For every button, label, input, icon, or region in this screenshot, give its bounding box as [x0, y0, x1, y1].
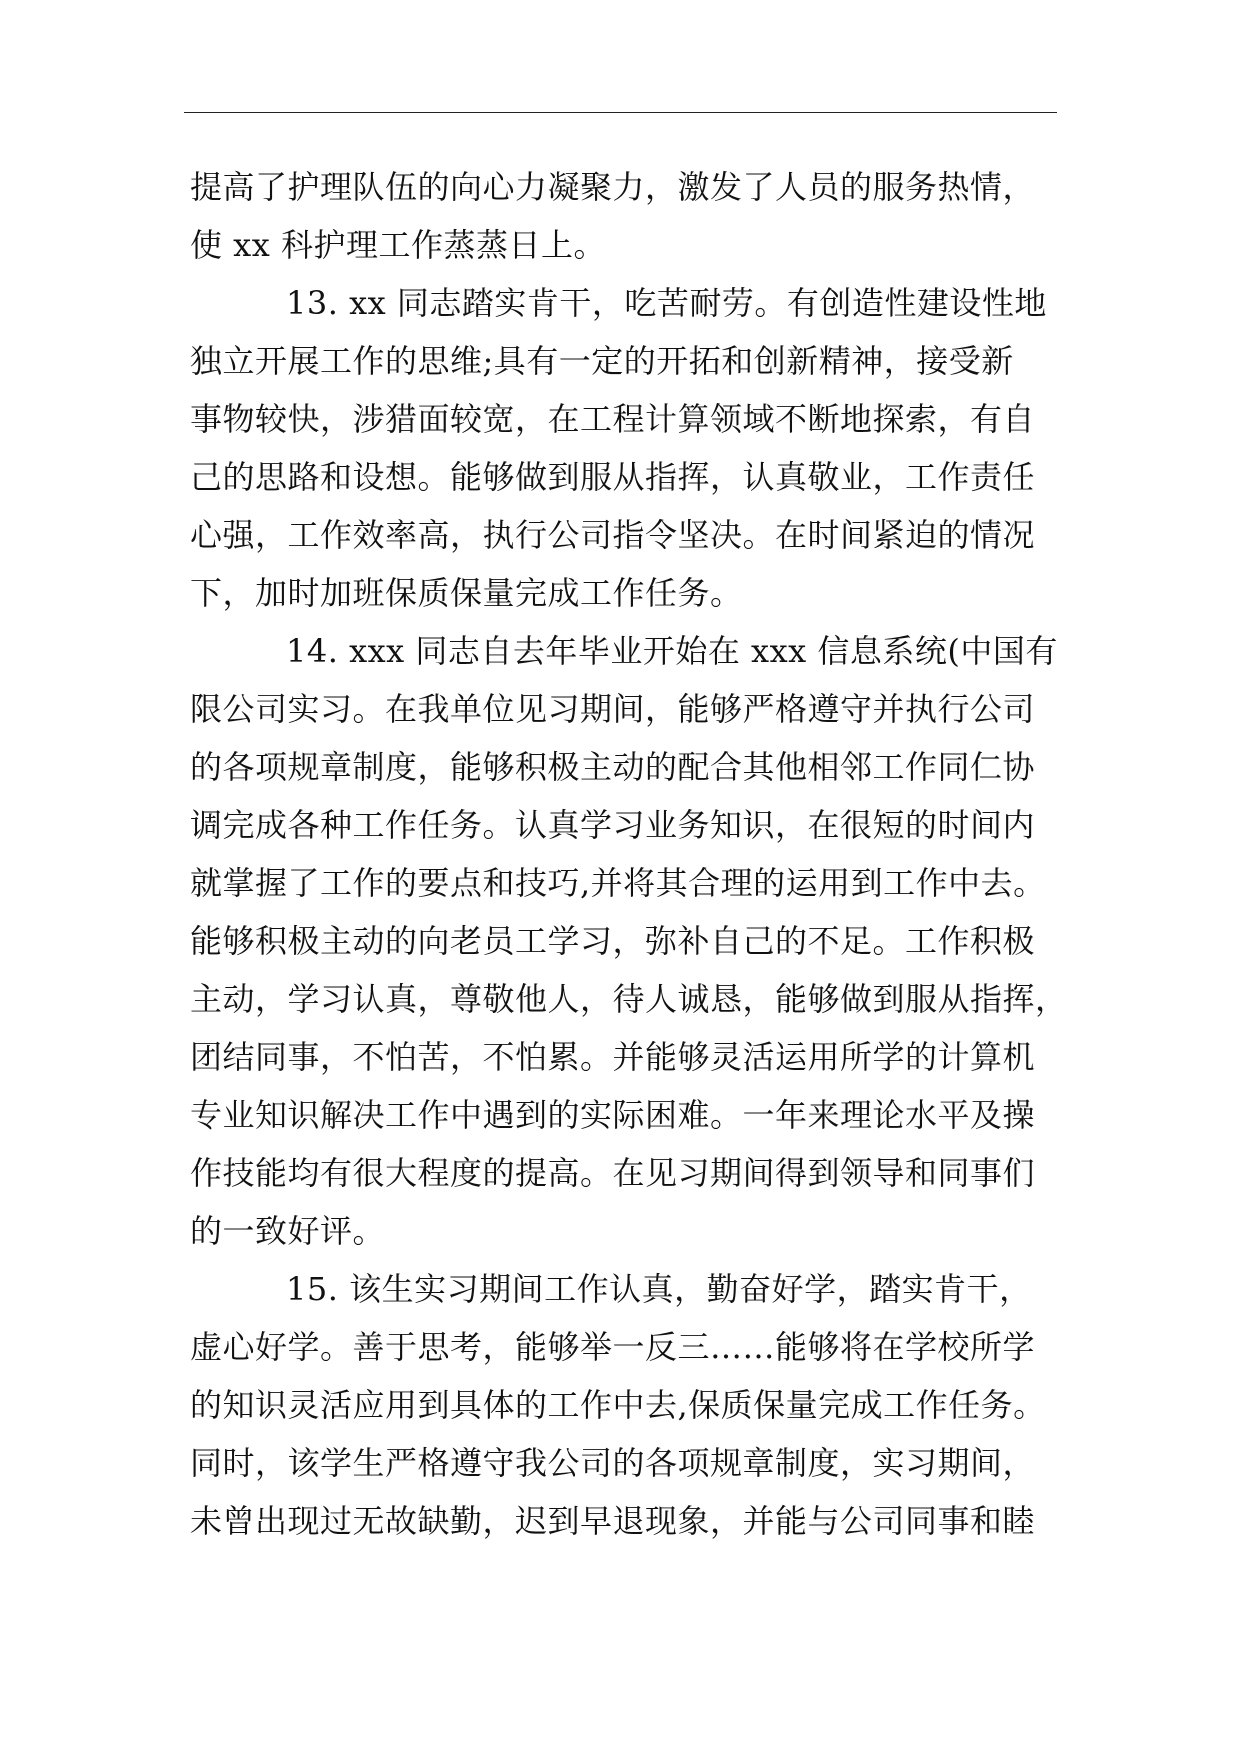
text-line: 15. 该生实习期间工作认真，勤奋好学，踏实肯干，	[286, 1270, 1032, 1308]
text-line: 就掌握了工作的要点和技巧,并将其合理的运用到工作中去。	[190, 864, 1046, 902]
text-line: 限公司实习。在我单位见习期间，能够严格遵守并执行公司	[190, 690, 1036, 728]
text-line: 13. xx 同志踏实肯干，吃苦耐劳。有创造性建设性地	[286, 284, 1047, 322]
text-line: 独立开展工作的思维;具有一定的开拓和创新精神，接受新	[190, 342, 1014, 380]
text-line: 事物较快，涉猎面较宽，在工程计算领域不断地探索，有自	[190, 400, 1036, 438]
text-line: 下，加时加班保质保量完成工作任务。	[190, 574, 743, 612]
text-line: 虚心好学。善于思考，能够举一反三……能够将在学校所学	[190, 1328, 1036, 1366]
text-line: 主动，学习认真，尊敬他人，待人诚恳，能够做到服从指挥，	[190, 980, 1068, 1018]
document-body	[190, 158, 1070, 1550]
text-line: 14. xxx 同志自去年毕业开始在 xxx 信息系统(中国有	[286, 632, 1058, 670]
text-line: 同时，该学生严格遵守我公司的各项规章制度，实习期间，	[190, 1444, 1036, 1482]
text-line: 提高了护理队伍的向心力凝聚力，激发了人员的服务热情，	[190, 168, 1036, 206]
text-line: 的一致好评。	[190, 1212, 386, 1250]
header-rule	[184, 112, 1057, 113]
text-line: 未曾出现过无故缺勤，迟到早退现象，并能与公司同事和睦	[190, 1502, 1036, 1540]
text-line: 心强，工作效率高，执行公司指令坚决。在时间紧迫的情况	[190, 516, 1036, 554]
text-line: 能够积极主动的向老员工学习，弥补自己的不足。工作积极	[190, 922, 1036, 960]
text-line: 的知识灵活应用到具体的工作中去,保质保量完成工作任务。	[190, 1386, 1046, 1424]
text-line: 专业知识解决工作中遇到的实际困难。一年来理论水平及操	[190, 1096, 1036, 1134]
text-line: 团结同事，不怕苦，不怕累。并能够灵活运用所学的计算机	[190, 1038, 1036, 1076]
text-line: 调完成各种工作任务。认真学习业务知识，在很短的时间内	[190, 806, 1036, 844]
text-line: 的各项规章制度，能够积极主动的配合其他相邻工作同仁协	[190, 748, 1036, 786]
text-line: 作技能均有很大程度的提高。在见习期间得到领导和同事们	[190, 1154, 1036, 1192]
text-line: 使 xx 科护理工作蒸蒸日上。	[190, 226, 606, 264]
text-line: 己的思路和设想。能够做到服从指挥，认真敬业，工作责任	[190, 458, 1036, 496]
